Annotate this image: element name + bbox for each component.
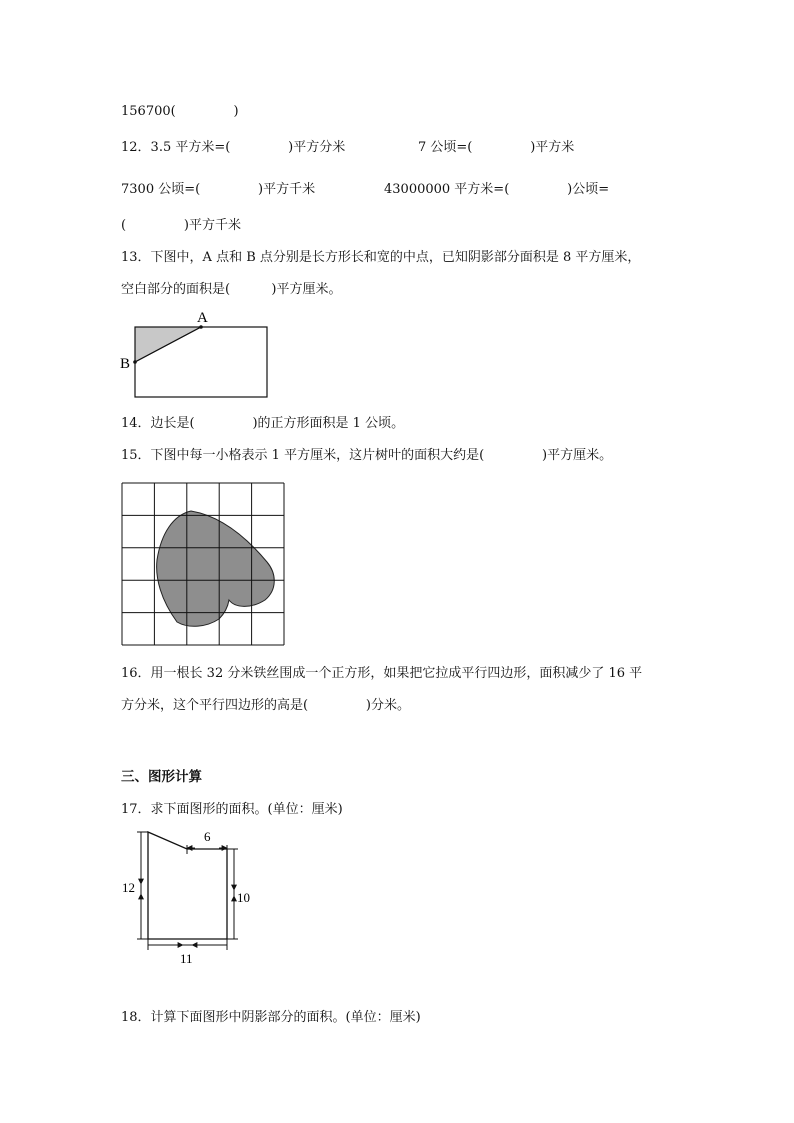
line-156700: 156700( ) [121, 104, 239, 119]
q15-leaf-shape [157, 511, 275, 626]
q17-shape-figure [120, 826, 260, 970]
q13-point-b [133, 360, 137, 364]
q16-line-1: 16．用一根长 32 分米铁丝围成一个正方形，如果把它拉成平行四边形，面积减少了 16 平 [121, 666, 643, 681]
q13-line-2: 空白部分的面积是( )平方厘米。 [121, 282, 342, 297]
q12-part-d: 43000000 平方米=( )公顷= [384, 182, 610, 197]
q18: 18．计算下面图形中阴影部分的面积。(单位：厘米) [121, 1010, 421, 1025]
q17: 17．求下面图形的面积。(单位：厘米) [121, 802, 343, 817]
q13-label-a: A [197, 310, 208, 326]
q17-dim-top-label: 6 [204, 829, 211, 844]
q14: 14．边长是( )的正方形面积是 1 公顷。 [121, 416, 405, 431]
q12-part-b: 7 公顷=( )平方米 [418, 140, 575, 155]
q13-rectangle-figure [115, 305, 275, 400]
q17-dim-bottom-label: 11 [180, 951, 193, 966]
q15-leaf-grid-figure [121, 482, 287, 648]
q17-dim-right-label: 10 [237, 890, 250, 905]
section-3-heading: 三、图形计算 [121, 769, 202, 785]
q12-part-c: 7300 公顷=( )平方千米 [121, 182, 316, 197]
q16-line-2: 方分米，这个平行四边形的高是( )分米。 [121, 698, 410, 713]
q13-label-b: B [120, 356, 131, 372]
q12-part-e: ( )平方千米 [121, 218, 241, 233]
q17-dim-left-label: 12 [122, 880, 135, 895]
q12-part-a: 12．3.5 平方米=( )平方分米 [121, 140, 346, 155]
q15: 15．下图中每一小格表示 1 平方厘米，这片树叶的面积大约是( )平方厘米。 [121, 448, 613, 463]
q13-line-1: 13．下图中，A 点和 B 点分别是长方形长和宽的中点，已知阴影部分面积是 8 平方厘米， [121, 250, 641, 265]
